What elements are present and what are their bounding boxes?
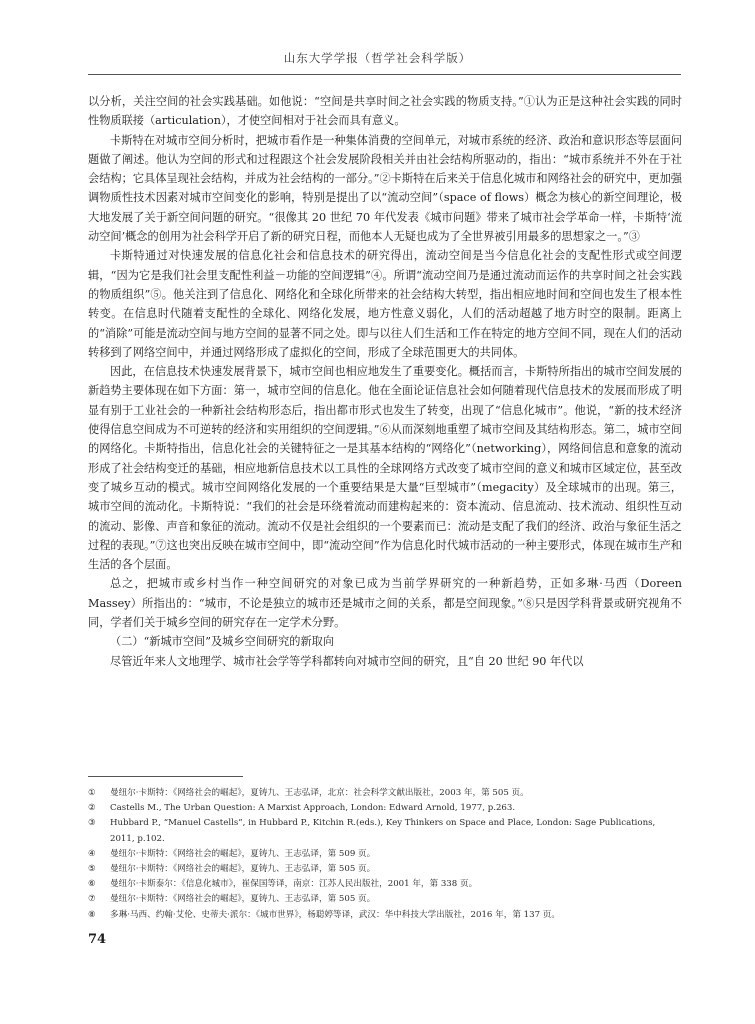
footnote-text: 曼纽尔·卡斯泰尔：《信息化城市》，崔保国等译，南京：江苏人民出版社，2001 年，第 338 页。 [110,879,478,890]
footnote-text: Hubbard P., “Manuel Castells”, in Hubbard P., Kitchin R.(eds.), Key Thinkers on Space and Place, London: Sage Publications, 2011, p.102. [110,818,656,844]
page-number: 74 [88,932,107,947]
footnote-number: ② [88,803,96,814]
footnote-number: ⑦ [88,894,96,905]
header-rule [88,74,681,75]
footnote [88,801,682,816]
footnote-text: 多琳·马西、约翰·艾伦、史蒂夫·派尔：《城市世界》，杨聪婷等译，武汉：华中科技大学出版社，2016 年，第 137 页。 [110,909,560,920]
footnote [88,877,682,892]
footnote-number: ④ [88,848,96,859]
footnote-rule [88,776,243,777]
footnote-number: ⑧ [88,909,96,920]
body-text [88,92,682,671]
footnote [88,892,682,907]
paragraph: 卡斯特通过对快速发展的信息化社会和信息技术的研究得出，流动空间是当今信息化社会的支配性形式或空间逻辑，“因为它是我们社会里支配性利益－功能的空间逻辑”④。所谓“流动空间乃是通过流动而运作的共享时间之社会实践的物质组织”⑤。他关注到了信息化、网络化和全球化所带来的社会结构大转型，指出相应地时间和空间也发生了根本性转变。在信息时代随着支配性的全球化、网络化发展，地方性意义弱化，人们的活动超越了地方时空的限制。距离上的“消除”可能是流动空间与地方空间的显著不同之处。即与以往人们生活和工作在特定的地方空间不同，现在人们的活动转移到了网络空间中，并通过网络形成了虚拟化的空间，形成了全球范围更大的共同体。 [88,249,682,359]
paragraph: 卡斯特在对城市空间分析时，把城市看作是一种集体消费的空间单元，对城市系统的经济、政治和意识形态等层面问题做了阐述。他认为空间的形式和过程跟这个社会发展阶段相关并由社会结构所驱动的，指出：“城市系统并不外在于社会结构；它具体呈现社会结构，并成为社会结构的一部分。”②卡斯特在后来关于信息化城市和网络社会的研究中，更加强调物质性技术因素对城市空间变化的影响，特别是提出了以“流动空间”（space of flows）概念为核心的新空间理论，极大地发展了关于新空间问题的研究。“很像其 20 世纪 70 年代发表《城市问题》带来了城市社会学革命一样，卡斯特‘流动空间’概念的创用为社会科学开启了新的研究日程，而他本人无疑也成为了全世界被引用最多的思想家之一。”③ [88,133,682,244]
footnote-text: 曼纽尔·卡斯特：《网络社会的崛起》，夏铸九、王志弘译，第 505 页。 [110,894,376,905]
footnote-number: ⑥ [88,879,96,890]
paragraph: 以分析，关注空间的社会实践基础。如他说：“空间是共享时间之社会实践的物质支持。”①认为正是这种社会实践的同时性物质联接（articulation），才使空间相对于社会而具有意义。 [88,95,682,128]
footnote-text: 曼纽尔·卡斯特：《网络社会的崛起》，夏铸九、王志弘译，第 509 页。 [110,848,376,859]
footnote-text: 曼纽尔·卡斯特：《网络社会的崛起》，夏铸九、王志弘译，北京：社会科学文献出版社，2003 年，第 505 页。 [110,788,529,798]
footnote-number: ③ [88,818,96,829]
footnotes [88,786,682,923]
paragraph: 因此，在信息技术快速发展背景下，城市空间也相应地发生了重要变化。概括而言，卡斯特所指出的城市空间发展的新趋势主要体现在如下方面：第一，城市空间的信息化。他在全面论证信息社会如何随着现代信息技术的发展而形成了明显有别于工业社会的一种新社会结构形态后，指出都市形式也发生了转变，出现了“信息化城市”。他说，“新的技术经济使得信息空间成为不可逆转的经济和实用组织的空间逻辑。”⑥从而深刻地重塑了城市空间及其结构形态。第二，城市空间的网络化。卡斯特指出，信息化社会的关键特征之一是其基本结构的“网络化”（networking），网络间信息和意象的流动形成了社会结构变迁的基础，相应地新信息技术以工具性的全球网络方式改变了城市空间的意义和城市区域定位，甚至改变了城乡互动的模式。城市空间网络化发展的一个重要结果是大量“巨型城市”（megacity）及全球城市的出现。第三，城市空间的流动化。卡斯特说：“我们的社会是环绕着流动而建构起来的：资本流动、信息流动、技术流动、组织性互动的流动、影像、声音和象征的流动。流动不仅是社会组织的一个要素而已：流动是支配了我们的经济、政治与象征生活之过程的表现。”⑦这也突出反映在城市空间中，即“流动空间”作为信息化时代城市活动的一种主要形式，体现在城市生产和生活的各个层面。 [88,365,682,572]
footnote [88,847,682,862]
footnote-number: ⑤ [88,864,96,875]
footnote-text: 曼纽尔·卡斯特：《网络社会的崛起》，夏铸九、王志弘译，第 505 页。 [110,864,376,875]
running-head: 山东大学学报（哲学社会科学版） [283,51,472,65]
footnote-number: ① [88,788,96,798]
section-subheading: （二）“新城市空间”及城乡空间研究的新取向 [110,635,335,649]
paragraph: 尽管近年来人文地理学、城市社会学等学科都转向对城市空间的研究，且“自 20 世纪 90 年代以 [110,654,584,668]
paragraph: 总之，把城市或乡村当作一种空间研究的对象已成为当前学界研究的一种新趋势，正如多琳·马西（Doreen Massey）所指出的：“城市，不论是独立的城市还是城市之间的关系，都是空间现象。”⑧只是因学科背景或研究视角不同，学者们关于城乡空间的研究存在一定学术分野。 [88,577,682,630]
footnote [88,816,682,846]
footnote [88,862,682,877]
footnote [88,786,682,801]
footnote-text: Castells M., The Urban Question: A Marxist Approach, London: Edward Arnold, 1977, p.263. [110,803,516,814]
footnote [88,908,682,923]
